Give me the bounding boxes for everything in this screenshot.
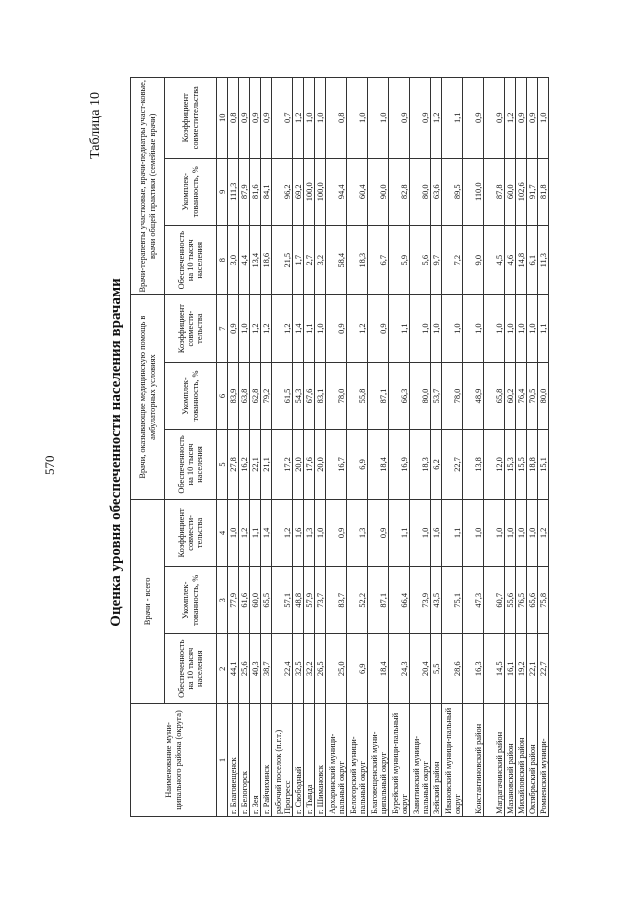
value-cell: 0,7 — [272, 78, 293, 159]
value-cell: 32,5 — [293, 634, 304, 704]
value-cell: 16,3 — [463, 634, 484, 704]
value-cell: 0,9 — [239, 78, 250, 159]
table-row — [538, 78, 549, 817]
value-cell: 1,0 — [315, 499, 326, 566]
table-body — [228, 78, 549, 817]
table-row — [368, 78, 389, 817]
value-cell: 81,8 — [538, 158, 549, 225]
value-cell: 63,8 — [239, 362, 250, 429]
value-cell: 4,4 — [239, 225, 250, 295]
value-cell: 48,9 — [463, 362, 484, 429]
value-cell: 17,6 — [304, 430, 315, 500]
value-cell: 4,5 — [484, 225, 505, 295]
value-cell: 80,0 — [410, 158, 431, 225]
value-cell: 1,6 — [293, 499, 304, 566]
value-cell: 48,8 — [293, 567, 304, 634]
value-cell: 14,5 — [484, 634, 505, 704]
value-cell: 1,0 — [527, 295, 538, 362]
table-row — [505, 78, 516, 817]
value-cell: 18,6 — [261, 225, 272, 295]
value-cell: 100,0 — [304, 158, 315, 225]
value-cell: 11,3 — [538, 225, 549, 295]
row-name-cell: Бурейский муници-пальный округ — [389, 704, 410, 817]
value-cell: 16,9 — [389, 430, 410, 500]
value-cell: 13,4 — [250, 225, 261, 295]
value-cell: 22,7 — [442, 430, 463, 500]
value-cell: 1,0 — [315, 78, 326, 159]
value-cell: 57,9 — [304, 567, 315, 634]
value-cell: 60,0 — [250, 567, 261, 634]
value-cell: 19,2 — [516, 634, 527, 704]
value-cell: 60,0 — [505, 158, 516, 225]
value-cell: 22,1 — [527, 634, 538, 704]
row-name-cell: Михайловский район — [516, 704, 527, 817]
column-number: 1 — [217, 704, 228, 817]
table-row — [304, 78, 315, 817]
header-group-ambulatory: Врачи, оказывающие медицинскую помощь в амбулаторных условиях — [131, 295, 165, 499]
value-cell: 79,2 — [261, 362, 272, 429]
value-cell: 0,9 — [326, 295, 347, 362]
value-cell: 1,0 — [431, 295, 442, 362]
value-cell: 1,2 — [347, 295, 368, 362]
value-cell: 6,2 — [431, 430, 442, 500]
table-row — [516, 78, 527, 817]
header-provision: Обеспеченность на 10 тысяч населения — [165, 430, 217, 500]
value-cell: 16,2 — [239, 430, 250, 500]
value-cell: 73,7 — [315, 567, 326, 634]
table-label: Таблица 10 — [88, 92, 103, 159]
value-cell: 38,7 — [261, 634, 272, 704]
value-cell: 2,7 — [304, 225, 315, 295]
row-name-cell: рабочий поселок (п.г.т.) Прогресс — [272, 704, 293, 817]
value-cell: 1,2 — [431, 78, 442, 159]
value-cell: 0,9 — [516, 78, 527, 159]
value-cell: 60,4 — [347, 158, 368, 225]
value-cell: 87,9 — [239, 158, 250, 225]
table-row — [326, 78, 347, 817]
value-cell: 83,9 — [228, 362, 239, 429]
value-cell: 12,0 — [484, 430, 505, 500]
row-name-cell: г. Благовещенск — [228, 704, 239, 817]
value-cell: 40,3 — [250, 634, 261, 704]
value-cell: 61,6 — [239, 567, 250, 634]
value-cell: 1,1 — [250, 499, 261, 566]
value-cell: 22,4 — [272, 634, 293, 704]
column-number: 5 — [217, 430, 228, 500]
value-cell: 69,2 — [293, 158, 304, 225]
value-cell: 0,9 — [463, 78, 484, 159]
value-cell: 87,8 — [484, 158, 505, 225]
value-cell: 52,2 — [347, 567, 368, 634]
column-number: 2 — [217, 634, 228, 704]
value-cell: 78,0 — [442, 362, 463, 429]
value-cell: 1,7 — [293, 225, 304, 295]
value-cell: 1,0 — [228, 499, 239, 566]
value-cell: 25,0 — [326, 634, 347, 704]
value-cell: 1,0 — [410, 499, 431, 566]
row-name-cell: Константиновский район — [463, 704, 484, 817]
value-cell: 1,1 — [389, 295, 410, 362]
value-cell: 1,4 — [261, 499, 272, 566]
table-row — [442, 78, 463, 817]
value-cell: 1,1 — [389, 499, 410, 566]
value-cell: 66,4 — [389, 567, 410, 634]
row-name-cell: Завитинский муници-пальный округ — [410, 704, 431, 817]
value-cell: 80,0 — [538, 362, 549, 429]
value-cell: 3,2 — [315, 225, 326, 295]
value-cell: 61,5 — [272, 362, 293, 429]
row-name-cell: г. Зея — [250, 704, 261, 817]
value-cell: 18,3 — [410, 430, 431, 500]
value-cell: 1,0 — [505, 295, 516, 362]
value-cell: 47,3 — [463, 567, 484, 634]
row-name-cell: Благовещенский муни-ципальный округ — [368, 704, 389, 817]
value-cell: 102,6 — [516, 158, 527, 225]
value-cell: 9,0 — [463, 225, 484, 295]
value-cell: 53,7 — [431, 362, 442, 429]
column-number: 9 — [217, 158, 228, 225]
value-cell: 1,2 — [538, 499, 549, 566]
value-cell: 18,4 — [368, 634, 389, 704]
column-number: 4 — [217, 499, 228, 566]
value-cell: 1,2 — [250, 295, 261, 362]
value-cell: 1,0 — [442, 295, 463, 362]
value-cell: 43,5 — [431, 567, 442, 634]
value-cell: 1,0 — [484, 499, 505, 566]
value-cell: 60,7 — [484, 567, 505, 634]
value-cell: 15,1 — [538, 430, 549, 500]
value-cell: 90,0 — [368, 158, 389, 225]
value-cell: 21,1 — [261, 430, 272, 500]
header-coef: Коэффициент совмести-тельства — [165, 499, 217, 566]
table-row — [347, 78, 368, 817]
value-cell: 76,5 — [516, 567, 527, 634]
value-cell: 89,5 — [442, 158, 463, 225]
value-cell: 18,3 — [347, 225, 368, 295]
value-cell: 9,7 — [431, 225, 442, 295]
value-cell: 20,0 — [315, 430, 326, 500]
value-cell: 1,0 — [516, 499, 527, 566]
value-cell: 5,6 — [410, 225, 431, 295]
value-cell: 16,1 — [505, 634, 516, 704]
row-name-cell: г. Райчихинск — [261, 704, 272, 817]
value-cell: 62,8 — [250, 362, 261, 429]
value-cell: 87,1 — [368, 362, 389, 429]
value-cell: 1,0 — [484, 295, 505, 362]
value-cell: 26,5 — [315, 634, 326, 704]
value-cell: 14,8 — [516, 225, 527, 295]
header-staffing: Укомплек-тованность, % — [165, 567, 217, 634]
value-cell: 13,8 — [463, 430, 484, 500]
table-row — [463, 78, 484, 817]
header-provision: Обеспеченность на 10 тысяч населения — [165, 225, 217, 295]
header-group-general: Врачи-терапевты участковые, врачи-педиатры участ-ковые, врачи общей практики (семейные врачи) — [131, 78, 165, 295]
value-cell: 0,8 — [326, 78, 347, 159]
value-cell: 0,9 — [250, 78, 261, 159]
row-name-cell: г. Шимановск — [315, 704, 326, 817]
value-cell: 44,1 — [228, 634, 239, 704]
header-staffing: Укомплек-тованность, % — [165, 158, 217, 225]
header-provision: Обеспеченность на 10 тысяч населения — [165, 634, 217, 704]
value-cell: 1,0 — [410, 295, 431, 362]
row-name-cell: Ромненский муници- — [538, 704, 549, 817]
value-cell: 82,8 — [389, 158, 410, 225]
value-cell: 18,4 — [368, 430, 389, 500]
column-number: 8 — [217, 225, 228, 295]
value-cell: 55,8 — [347, 362, 368, 429]
value-cell: 55,6 — [505, 567, 516, 634]
value-cell: 1,0 — [516, 295, 527, 362]
value-cell: 22,1 — [250, 430, 261, 500]
value-cell: 1,1 — [442, 499, 463, 566]
value-cell: 65,8 — [484, 362, 505, 429]
value-cell: 1,2 — [272, 295, 293, 362]
value-cell: 66,3 — [389, 362, 410, 429]
value-cell: 67,6 — [304, 362, 315, 429]
value-cell: 0,9 — [228, 295, 239, 362]
table-row — [410, 78, 431, 817]
value-cell: 6,9 — [347, 430, 368, 500]
column-number: 10 — [217, 78, 228, 159]
row-name-cell: Магдагачинский район — [484, 704, 505, 817]
column-number: 7 — [217, 295, 228, 362]
row-name-cell: г. Тында — [304, 704, 315, 817]
value-cell: 18,8 — [527, 430, 538, 500]
value-cell: 28,6 — [442, 634, 463, 704]
table-row — [315, 78, 326, 817]
column-number: 6 — [217, 362, 228, 429]
header-group-all: Врачи - всего — [131, 499, 165, 703]
value-cell: 57,1 — [272, 567, 293, 634]
value-cell: 1,0 — [347, 78, 368, 159]
value-cell: 91,7 — [527, 158, 538, 225]
value-cell: 111,3 — [228, 158, 239, 225]
value-cell: 0,8 — [228, 78, 239, 159]
page-number: 570 — [42, 455, 57, 475]
value-cell: 65,6 — [527, 567, 538, 634]
value-cell: 5,5 — [431, 634, 442, 704]
value-cell: 4,6 — [505, 225, 516, 295]
header-name: Наименование муни-ципального района (округа) — [131, 704, 217, 817]
value-cell: 83,1 — [315, 362, 326, 429]
value-cell: 1,0 — [463, 499, 484, 566]
value-cell: 75,8 — [538, 567, 549, 634]
table-row — [431, 78, 442, 817]
row-name-cell: г. Белогорск — [239, 704, 250, 817]
row-name-cell: Ивановский муници-пальный округ — [442, 704, 463, 817]
row-name-cell: Октябрьский район — [527, 704, 538, 817]
row-name-cell: Архаринский муници-пальный округ — [326, 704, 347, 817]
value-cell: 1,0 — [505, 499, 516, 566]
row-name-cell: г. Свободный — [293, 704, 304, 817]
value-cell: 84,1 — [261, 158, 272, 225]
value-cell: 24,3 — [389, 634, 410, 704]
value-cell: 1,0 — [538, 78, 549, 159]
value-cell: 27,8 — [228, 430, 239, 500]
value-cell: 0,9 — [368, 499, 389, 566]
header-coef: Коэффициент совмести-тельства — [165, 295, 217, 362]
value-cell: 17,2 — [272, 430, 293, 500]
value-cell: 1,1 — [538, 295, 549, 362]
header-staffing: Укомплек-тованность, % — [165, 362, 217, 429]
value-cell: 1,0 — [527, 499, 538, 566]
value-cell: 1,2 — [261, 295, 272, 362]
table-row — [484, 78, 505, 817]
value-cell: 16,7 — [326, 430, 347, 500]
value-cell: 3,0 — [228, 225, 239, 295]
value-cell: 73,9 — [410, 567, 431, 634]
value-cell: 78,0 — [326, 362, 347, 429]
value-cell: 0,9 — [527, 78, 538, 159]
value-cell: 1,0 — [463, 295, 484, 362]
value-cell: 1,1 — [304, 295, 315, 362]
value-cell: 1,0 — [304, 78, 315, 159]
value-cell: 70,5 — [527, 362, 538, 429]
value-cell: 76,4 — [516, 362, 527, 429]
table-row — [228, 78, 239, 817]
value-cell: 1,6 — [431, 499, 442, 566]
value-cell: 0,9 — [410, 78, 431, 159]
table-row — [250, 78, 261, 817]
value-cell: 15,3 — [505, 430, 516, 500]
header-coef: Коэффициент совместительства — [165, 78, 217, 159]
table-row — [527, 78, 538, 817]
value-cell: 22,7 — [538, 634, 549, 704]
page-title: Оценка уровня обеспеченности населения врачами — [108, 278, 124, 627]
value-cell: 20,0 — [293, 430, 304, 500]
value-cell: 87,1 — [368, 567, 389, 634]
value-cell: 1,0 — [368, 78, 389, 159]
value-cell: 0,9 — [261, 78, 272, 159]
value-cell: 1,0 — [239, 295, 250, 362]
value-cell: 6,1 — [527, 225, 538, 295]
value-cell: 1,0 — [315, 295, 326, 362]
value-cell: 6,7 — [368, 225, 389, 295]
value-cell: 65,5 — [261, 567, 272, 634]
table-row — [389, 78, 410, 817]
value-cell: 0,9 — [484, 78, 505, 159]
value-cell: 81,6 — [250, 158, 261, 225]
value-cell: 6,9 — [347, 634, 368, 704]
row-name-cell: Белогорский муници-пальный округ — [347, 704, 368, 817]
value-cell: 100,0 — [315, 158, 326, 225]
value-cell: 58,4 — [326, 225, 347, 295]
value-cell: 54,3 — [293, 362, 304, 429]
value-cell: 32,2 — [304, 634, 315, 704]
value-cell: 83,7 — [326, 567, 347, 634]
value-cell: 20,4 — [410, 634, 431, 704]
value-cell: 1,3 — [347, 499, 368, 566]
provision-table — [130, 77, 549, 817]
value-cell: 94,4 — [326, 158, 347, 225]
value-cell: 25,6 — [239, 634, 250, 704]
value-cell: 1,3 — [304, 499, 315, 566]
value-cell: 7,2 — [442, 225, 463, 295]
value-cell: 80,0 — [410, 362, 431, 429]
value-cell: 1,2 — [293, 78, 304, 159]
value-cell: 1,1 — [442, 78, 463, 159]
column-number: 3 — [217, 567, 228, 634]
value-cell: 60,2 — [505, 362, 516, 429]
row-name-cell: Зейский район — [431, 704, 442, 817]
value-cell: 96,2 — [272, 158, 293, 225]
row-name-cell: Мазановский район — [505, 704, 516, 817]
value-cell: 1,2 — [272, 499, 293, 566]
value-cell: 15,5 — [516, 430, 527, 500]
value-cell: 1,4 — [293, 295, 304, 362]
value-cell: 5,9 — [389, 225, 410, 295]
table-row — [239, 78, 250, 817]
table-row — [272, 78, 293, 817]
value-cell: 1,2 — [505, 78, 516, 159]
value-cell: 110,0 — [463, 158, 484, 225]
value-cell: 0,9 — [389, 78, 410, 159]
value-cell: 63,6 — [431, 158, 442, 225]
value-cell: 75,1 — [442, 567, 463, 634]
table-row — [261, 78, 272, 817]
value-cell: 77,9 — [228, 567, 239, 634]
value-cell: 1,2 — [239, 499, 250, 566]
value-cell: 21,5 — [272, 225, 293, 295]
table-row — [293, 78, 304, 817]
value-cell: 0,9 — [368, 295, 389, 362]
value-cell: 0,9 — [326, 499, 347, 566]
